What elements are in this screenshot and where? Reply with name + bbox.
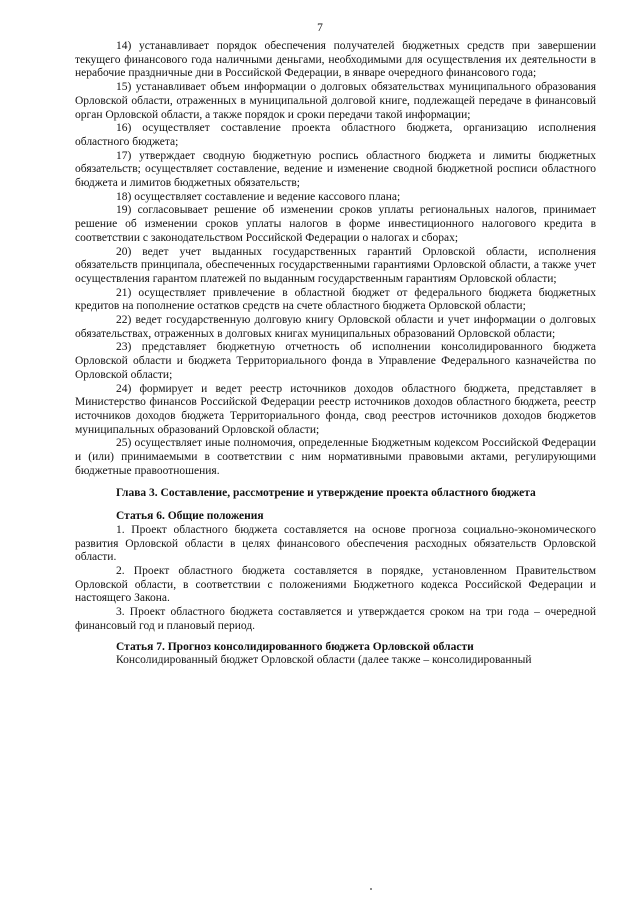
article-paragraph: 1. Проект областного бюджета составляется на основе прогноза социально-экономического развития Орловской области в целях финансового обеспечения расходных обязательств Орловской области. <box>75 523 596 564</box>
chapter-heading: Глава 3. Составление, рассмотрение и утверждение проекта областного бюджета <box>116 486 536 499</box>
list-item: 14) устанавливает порядок обеспечения получателей бюджетных средств при завершении текущего финансового года наличными деньгами, необходимыми для осуществления их деятельности в нерабочие праздничные дни в Российской Федерации, в январе очередного финансового года; <box>75 40 596 80</box>
document-body <box>75 40 596 668</box>
article-heading: Статья 6. Общие положения <box>116 510 264 523</box>
scan-speck <box>370 888 372 890</box>
list-item: 22) ведет государственную долговую книгу Орловской области и учет информации о долговых обязательствах, отраженных в долговых книгах муниципальных образований Орловской области; <box>75 314 596 340</box>
list-item: 20) ведет учет выданных государственных гарантий Орловской области, исполнения обязательств принципала, обеспеченных государственными гарантиями Орловской области, а также учет осуществления гарантом платежей по выданным государственным гарантиям Орловской области; <box>75 245 596 285</box>
list-item: 25) осуществляет иные полномочия, определенные Бюджетным кодексом Российской Федерации и (или) принимаемыми в соответствии с ним нормативными правовыми актами, регулирующими бюджетные правоотношения. <box>75 437 596 477</box>
list-item: 24) формирует и ведет реестр источников доходов областного бюджета, представляет в Министерство финансов Российской Федерации реестр источников доходов областного бюджета, реестр источников доходов бюджета Территориального фонда, свод реестров источников доходов бюджетов муниципальных образований Орловской области; <box>75 382 596 436</box>
article-paragraph: 3. Проект областного бюджета составляется и утверждается сроком на три года – очередной финансовый год и плановый период. <box>75 606 596 632</box>
article-paragraph: Консолидированный бюджет Орловской области (далее также – консолидированный <box>116 654 532 667</box>
article-heading: Статья 7. Прогноз консолидированного бюджета Орловской области <box>116 640 474 653</box>
list-item: 18) осуществляет составление и ведение кассового плана; <box>116 190 401 203</box>
article-paragraph: 2. Проект областного бюджета составляется в порядке, установленном Правительством Орловской области, в соответствии с положениями Бюджетного кодекса Российской Федерации и настоящего Закона. <box>75 565 596 605</box>
list-item: 15) устанавливает объем информации о долговых обязательствах муниципального образования Орловской области, отраженных в муниципальной долговой книге, подлежащей передаче в финансовый орган Орловской области, а также порядок и сроки передачи такой информации; <box>75 81 596 121</box>
list-item: 16) осуществляет составление проекта областного бюджета, организацию исполнения областного бюджета; <box>75 122 596 148</box>
page-number: 7 <box>317 22 323 34</box>
list-item: 19) согласовывает решение об изменении сроков уплаты региональных налогов, принимает решение об изменении сроков уплаты налогов в форме инвестиционного налогового кредита в соответствии с законодательством Российской Федерации о налогах и сборах; <box>75 204 596 244</box>
list-item: 21) осуществляет привлечение в областной бюджет от федерального бюджета бюджетных кредитов на пополнение остатков средств на счете областного бюджета Орловской области; <box>75 286 596 313</box>
list-item: 23) представляет бюджетную отчетность об исполнении консолидированного бюджета Орловской области и бюджета Территориального фонда в Управление Федерального казначейства по Орловской области; <box>75 341 596 381</box>
list-item: 17) утверждает сводную бюджетную роспись областного бюджета и лимиты бюджетных обязательств; осуществляет составление, ведение и изменение сводной бюджетной росписи областного бюджета и лимитов бюджетных обязательств; <box>75 149 596 190</box>
